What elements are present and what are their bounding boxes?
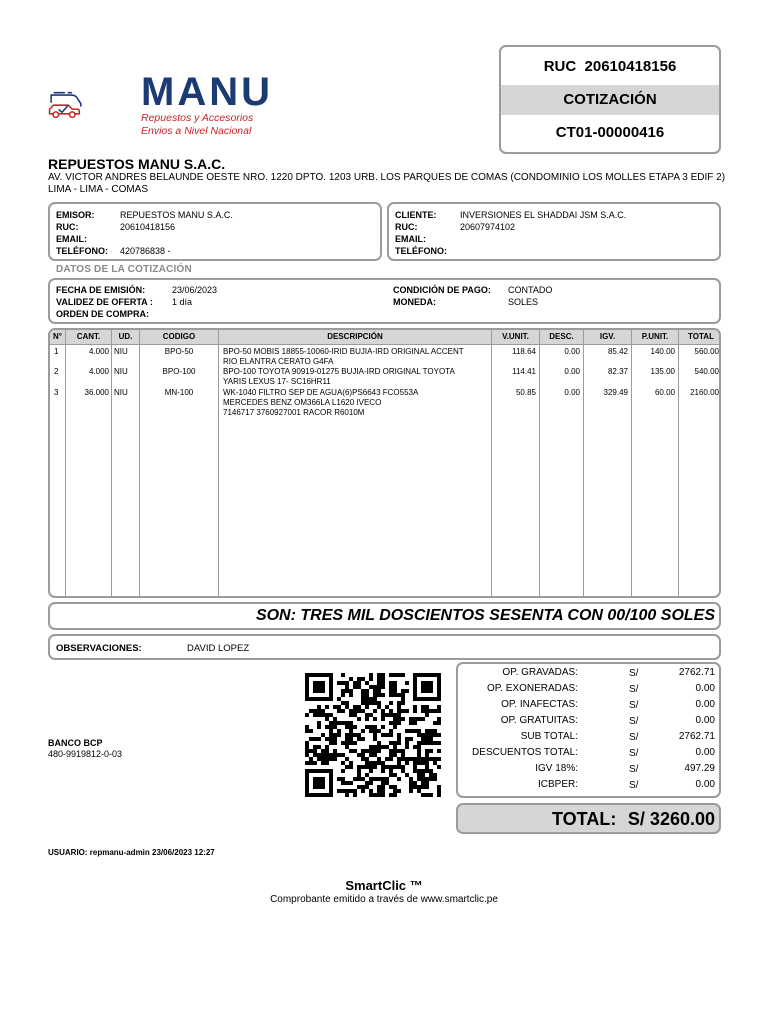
cell-codigo: MN-100 [164, 388, 194, 397]
cell-vunit: 50.85 [515, 388, 536, 397]
emisor-box [48, 202, 382, 261]
total-label: OP. INAFECTAS: [501, 699, 578, 710]
total-currency: S/ [629, 732, 639, 743]
logo-tagline [141, 112, 253, 138]
col-header-descripcion: DESCRIPCIÓN [219, 330, 491, 344]
emisor-ruc-value: 20610418156 [120, 222, 176, 232]
logo-tagline-line2: Envios a Nivel Nacional [141, 125, 252, 137]
cell-codigo: BPO-100 [162, 367, 196, 376]
emisor-phone-value: 420786838 - [120, 246, 171, 256]
footer-note: Comprobante emitido a través de www.smartclic.pe [270, 894, 498, 905]
observaciones-box [48, 634, 721, 660]
col-header-ud: UD. [112, 330, 139, 344]
ruc-number: 20610418156 [584, 58, 677, 75]
cell-desc: 0.00 [564, 347, 580, 356]
col-header-punit: P.UNIT. [632, 330, 678, 344]
cell-vunit: 118.64 [512, 347, 536, 356]
cliente-ruc-label: RUC: [395, 222, 418, 232]
moneda-value: SOLES [508, 297, 539, 307]
quote-section-title: DATOS DE LA COTIZACIÓN [56, 264, 192, 275]
cell-punit: 60.00 [654, 388, 675, 397]
cell-n: 3 [54, 388, 59, 397]
total-label: OP. GRATUITAS: [500, 715, 578, 726]
condicion-label: CONDICIÓN DE PAGO: [393, 285, 491, 295]
total-value: 0.00 [695, 699, 715, 710]
cell-codigo: BPO-50 [164, 347, 194, 356]
col-header-cant: CANT. [66, 330, 111, 344]
emisor-phone-label: TELÉFONO: [56, 246, 108, 256]
cliente-email-label: EMAIL: [395, 234, 426, 244]
total-value: 2762.71 [678, 731, 715, 742]
condicion-value: CONTADO [508, 285, 553, 295]
doc-type: COTIZACIÓN [563, 91, 657, 108]
bank-name: BANCO BCP [48, 738, 103, 748]
cliente-value: INVERSIONES EL SHADDAI JSM S.A.C. [460, 210, 627, 220]
orden-label: ORDEN DE COMPRA: [56, 309, 150, 319]
doc-number: CT01-00000416 [555, 124, 665, 141]
cliente-phone-label: TELÉFONO: [395, 246, 447, 256]
header-divider [50, 344, 719, 345]
total-value: 0.00 [695, 747, 715, 758]
fecha-label: FECHA DE EMISIÓN: [56, 285, 146, 295]
cell-igv: 329.49 [603, 388, 628, 397]
validez-label: VALIDEZ DE OFERTA : [56, 297, 153, 307]
total-currency: S/ [629, 700, 639, 711]
total-label: OP. EXONERADAS: [487, 683, 578, 694]
cell-descripcion-line1: WK-1040 FILTRO SEP DE AGUA(6)PS6643 FCO553A [223, 388, 419, 397]
qr-code-icon [305, 672, 441, 798]
amount-in-words: SON: TRES MIL DOSCIENTOS SESENTA CON 00/100 SOLES [48, 602, 721, 630]
grand-total-label: TOTAL: [552, 809, 617, 829]
cell-punit: 140.00 [650, 347, 675, 356]
observaciones-value: DAVID LOPEZ [187, 643, 250, 654]
bank-account: 480-9919812-0-03 [48, 749, 123, 759]
totals-box [456, 662, 721, 798]
document-id-box [499, 45, 721, 154]
total-currency: S/ [629, 764, 639, 775]
cell-ud: NIU [114, 367, 128, 376]
cell-descripcion-line2: MERCEDES BENZ OM366LA L1620 IVECO [223, 398, 382, 407]
cell-descripcion-line3: 7146717 3760927001 RACOR R6010M [223, 408, 365, 417]
company-name: REPUESTOS MANU S.A.C. [48, 156, 226, 172]
footer-brand: SmartClic ™ [345, 878, 423, 893]
cell-vunit: 114.41 [512, 367, 536, 376]
cell-total: 2160.00 [690, 388, 719, 397]
cell-igv: 85.42 [607, 347, 628, 356]
items-table [48, 328, 721, 598]
validez-value: 1 día [172, 297, 193, 307]
cell-ud: NIU [114, 388, 128, 397]
col-header-desc: DESC. [540, 330, 583, 344]
cell-descripcion-line1: BPO-50 MOBIS 18855-10060-IRID BUJIA-IRD ORIGINAL ACCENT [223, 347, 464, 356]
total-label: IGV 18%: [535, 763, 578, 774]
col-header-n: N° [50, 330, 65, 344]
ruc-line [501, 58, 719, 75]
emisor-value: REPUESTOS MANU S.A.C. [120, 210, 233, 220]
total-value: 0.00 [695, 779, 715, 790]
cell-total: 540.00 [694, 367, 719, 376]
user-stamp: USUARIO: repmanu-admin 23/06/2023 12:27 [48, 848, 215, 857]
grand-total-value: S/ 3260.00 [627, 809, 715, 829]
cell-cant: 36.000 [84, 388, 109, 397]
cliente-box [387, 202, 721, 261]
quote-data-box [48, 278, 721, 324]
total-value: 497.29 [684, 763, 715, 774]
col-header-total: TOTAL [679, 330, 721, 344]
grand-total-box [456, 803, 721, 834]
total-label: OP. GRAVADAS: [502, 667, 578, 678]
bank-info [48, 738, 122, 760]
emisor-ruc-label: RUC: [56, 222, 79, 232]
total-label: ICBPER: [537, 779, 578, 790]
cell-total: 560.00 [694, 347, 719, 356]
company-address: AV. VICTOR ANDRES BELAUNDE OESTE NRO. 1220 DPTO. 1203 URB. LOS PARQUES DE COMAS (CONDOMINIO LOS MOLLES ETAPA 3 EDIF 2) LIMA - LIMA - COMAS [48, 172, 726, 195]
total-currency: S/ [629, 668, 639, 679]
logo-name: MANU [141, 70, 273, 114]
cell-desc: 0.00 [564, 388, 580, 397]
logo-tagline-line1: Repuestos y Accesorios [141, 112, 254, 124]
moneda-label: MONEDA: [393, 297, 436, 307]
cell-desc: 0.00 [564, 367, 580, 376]
total-value: 2762.71 [678, 667, 715, 678]
cell-descripcion-line1: BPO-100 TOYOTA 90919-01275 BUJIA-IRD ORIGINAL TOYOTA [223, 367, 455, 376]
cell-n: 2 [54, 367, 59, 376]
col-divider [218, 330, 219, 596]
total-value: 0.00 [695, 683, 715, 694]
fecha-value: 23/06/2023 [172, 285, 218, 295]
total-currency: S/ [629, 716, 639, 727]
cliente-ruc-value: 20607974102 [460, 222, 516, 232]
cell-punit: 135.00 [650, 367, 675, 376]
cliente-label: CLIENTE: [395, 210, 437, 220]
ruc-label: RUC [543, 58, 577, 75]
total-currency: S/ [629, 684, 639, 695]
cell-cant: 4.000 [88, 367, 109, 376]
col-header-vunit: V.UNIT. [492, 330, 539, 344]
emisor-email-label: EMAIL: [56, 234, 87, 244]
col-divider [111, 330, 112, 596]
cell-ud: NIU [114, 347, 128, 356]
total-currency: S/ [629, 780, 639, 791]
cell-igv: 82.37 [607, 367, 628, 376]
total-value: 0.00 [695, 715, 715, 726]
van-logo-icon [48, 66, 138, 146]
cell-cant: 4.000 [88, 347, 109, 356]
emisor-label: EMISOR: [56, 210, 95, 220]
observaciones-label: OBSERVACIONES: [56, 643, 142, 654]
total-label: DESCUENTOS TOTAL: [472, 747, 578, 758]
cell-descripcion-line2: YARIS LEXUS 17- SC16HR11 [223, 377, 331, 386]
col-header-igv: IGV. [584, 330, 631, 344]
cell-descripcion-line2: RIO ELANTRA CERATO G4FA [223, 357, 334, 366]
total-currency: S/ [629, 748, 639, 759]
cell-n: 1 [54, 347, 59, 356]
col-header-codigo: CODIGO [140, 330, 218, 344]
total-label: SUB TOTAL: [520, 731, 578, 742]
